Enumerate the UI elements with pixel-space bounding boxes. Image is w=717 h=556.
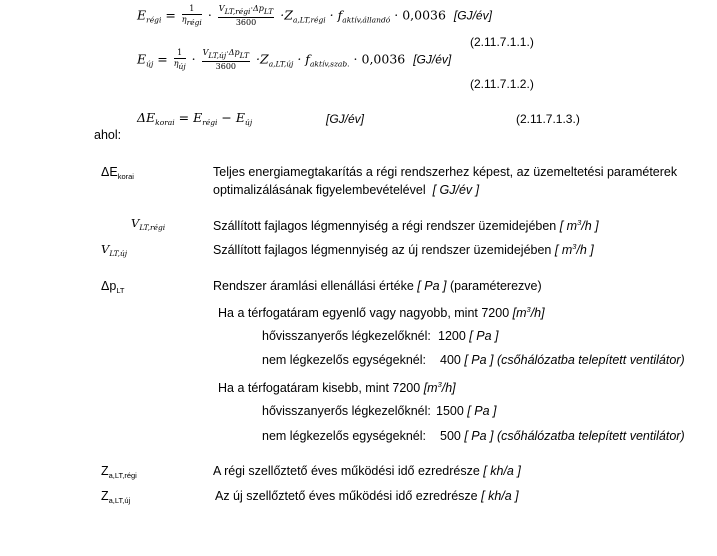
equation-1: $E_{régi}$ = $\frac{1}{\eta_{régi}}$ · $\frac{V_{LT,régi}\cdot\Delta p_{LT}}{3600}$ $\cdot Z_{a,LT,régi} \cdot f_{aktív,állandó} \cdot 0,0036$ [GJ/év] (137, 4, 492, 27)
case1-heading: Ha a térfogatáram egyenlő vagy nagyobb, mint 7200 $[m^3/h]$ (218, 305, 545, 320)
def-dp-text: Rendszer áramlási ellenállási értéke [ Pa ] (paraméterezve) (213, 279, 542, 293)
eq1-lhs: E (137, 7, 147, 23)
eq1-lhs-sub: régi (146, 15, 162, 25)
eq2-lhs: E (137, 51, 147, 67)
eq1-z-sub: a,LT,régi (292, 15, 326, 25)
case2-line1: hővisszanyerős légkezelőknél: (262, 404, 431, 418)
def-zuj-symbol: $Z_{a,LT,új}$ (101, 489, 131, 505)
eq1-f: · f (329, 7, 343, 23)
eq2-f: · f (297, 51, 310, 67)
case2-line2: nem légkezelős egységeknél: (262, 429, 426, 443)
def-zregi-symbol: $Z_{a,LT,régi}$ (101, 464, 137, 480)
def-vuj-text: Szállított fajlagos légmennyiség az új rendszer üzemidejében [ $m^3/h$ ] (213, 242, 594, 257)
def-ekorai-text: Teljes energiamegtakarítás a régi rendszerhez képest, az üzemeltetési paraméterek optimalizálásának figyelembevételével [ GJ/év ] (213, 165, 678, 197)
eq2-const: · 0,0036 (353, 51, 406, 67)
def-vuj-symbol: $V_{LT,új}$ (101, 242, 128, 258)
case1-line2: nem légkezelős egységeknél: (262, 353, 426, 367)
case2-heading: Ha a térfogatáram kisebb, mint 7200 $[m^3/h]$ (218, 380, 456, 395)
equation-3 (137, 110, 252, 127)
eq1-z: ·Z (280, 7, 293, 23)
def-vregi-text: Szállított fajlagos légmennyiség a régi rendszer üzemidejében [ $m^3/h$ ] (213, 218, 599, 233)
eq3-minus-sub: új (245, 118, 253, 127)
eq3-lhs: ΔE (137, 110, 156, 125)
case1-line2-value: 400 [ Pa ] (csőhálózatba telepített ventilátor) (440, 353, 685, 367)
def-zuj-text: Az új szellőztető éves működési idő ezredrésze [ kh/a ] (215, 489, 519, 503)
eq3-number: (2.11.7.1.3.) (516, 112, 580, 126)
eq3-mid: = E (174, 110, 203, 125)
eq2-z: ·Z (256, 51, 269, 67)
case1-line1: hővisszanyerős légkezelőknél: (262, 329, 431, 343)
eq2-fraction-flow: $\frac{V_{LT,új}\cdot\Delta p_{LT}}{3600}$ (202, 48, 250, 71)
eq3-mid-sub: régi (202, 118, 218, 127)
eq3-unit: [GJ/év] (326, 112, 365, 126)
case2-line2-value: 500 [ Pa ] (csőhálózatba telepített ventilátor) (440, 429, 685, 443)
def-vregi-symbol: $V_{LT,régi}$ (131, 216, 166, 232)
def-zregi-text: A régi szellőztető éves működési idő ezredrésze [ kh/a ] (213, 464, 521, 478)
ahol-label: ahol: (94, 128, 122, 142)
case1-line1-value: 1200 [ Pa ] (438, 329, 499, 343)
def-dp-symbol: $\Delta p_{LT}$ (101, 279, 125, 295)
eq2-number: (2.11.7.1.2.) (470, 77, 534, 91)
eq1-const: · 0,0036 (394, 7, 446, 23)
eq2-lhs-sub: új (146, 59, 154, 69)
eq2-unit: [GJ/év] (413, 52, 452, 67)
eq3-minus: − E (217, 110, 245, 125)
eq1-fraction-eta: $\frac{1}{\eta_{régi}}$ (181, 4, 202, 27)
eq1-unit: [GJ/év] (453, 8, 492, 23)
equation-2: $E_{új}$ = $\frac{1}{\eta_{új}}$ · $\frac{V_{LT,új}\cdot\Delta p_{LT}}{3600}$ $\cdot Z_{a,LT,új} \cdot f_{aktív,szab.} \cdot 0,0036$ [GJ/év] (137, 48, 452, 71)
eq2-z-sub: a,LT,új (268, 59, 294, 69)
eq1-number: (2.11.7.1.1.) (470, 35, 534, 49)
eq1-f-sub: aktív,állandó (342, 15, 391, 25)
eq1-fraction-flow: $\frac{V_{LT,régi}\cdot\Delta p_{LT}}{3600}$ (218, 4, 274, 27)
eq2-f-sub: aktív,szab. (309, 59, 350, 69)
eq2-fraction-eta: $\frac{1}{\eta_{új}}$ (173, 48, 186, 71)
eq3-lhs-sub: korai (155, 118, 175, 127)
case2-line1-value: 1500 [ Pa ] (436, 404, 497, 418)
def-ekorai-symbol: $\Delta E_{korai}$ (101, 165, 134, 181)
